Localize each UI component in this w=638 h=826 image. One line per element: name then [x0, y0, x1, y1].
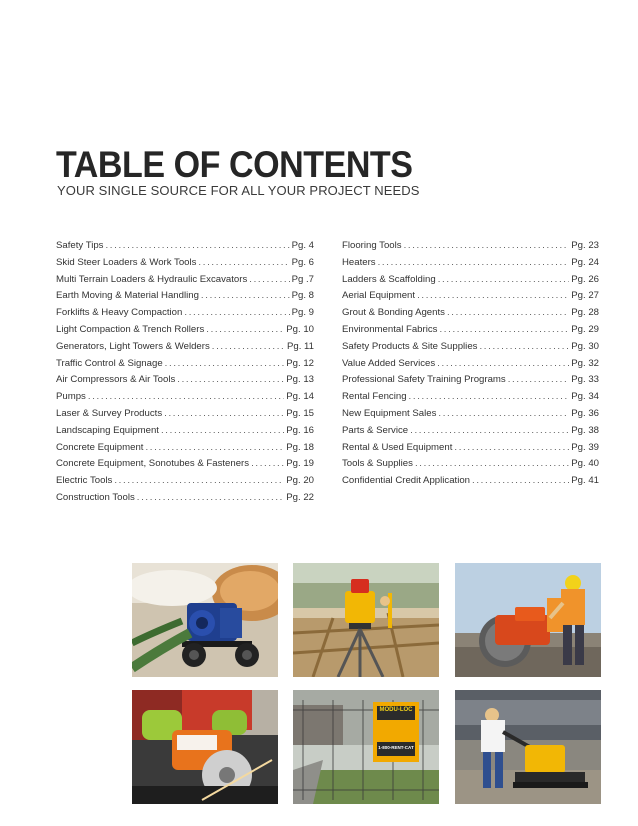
toc-entry-label: Safety Tips [56, 240, 104, 251]
toc-entry-page: Pg. 27 [571, 290, 599, 302]
toc-entry-label: Ladders & Scaffolding [342, 273, 436, 285]
toc-entry-page: Pg. 9 [291, 307, 314, 319]
toc-entry [342, 358, 599, 375]
toc-entry [56, 358, 314, 375]
page-title: TABLE OF CONTENTS [56, 144, 413, 185]
toc-column-right [342, 240, 599, 492]
toc-entry-label: Construction Tools [56, 491, 135, 503]
toc-entry-page: Pg. 18 [286, 441, 314, 453]
toc-leader-dots [472, 475, 569, 486]
toc-entry-page: Pg. 30 [571, 340, 599, 352]
toc-entry [342, 408, 599, 425]
toc-entry-page: Pg .7 [291, 273, 314, 285]
toc-entry [342, 475, 599, 492]
toc-entry [342, 425, 599, 442]
toc-entry [56, 425, 314, 442]
toc-leader-dots [417, 290, 569, 301]
photo-rental-fencing [293, 690, 439, 804]
toc-leader-dots [437, 358, 569, 369]
toc-leader-dots [161, 425, 284, 436]
photo-cut-off-saw [132, 690, 278, 804]
photo-concrete-saw [455, 563, 601, 677]
toc-entry-label: Parts & Service [342, 424, 409, 436]
toc-entry-page: Pg. 38 [571, 424, 599, 436]
toc-leader-dots [165, 358, 285, 369]
toc-entry-page: Pg. 36 [571, 407, 599, 419]
toc-leader-dots [410, 425, 569, 436]
toc-entry-label: Traffic Control & Signage [56, 357, 163, 369]
toc-entry-label: Landscaping Equipment [56, 424, 159, 436]
toc-entry [56, 257, 314, 274]
toc-leader-dots [251, 458, 284, 469]
toc-entry [342, 257, 599, 274]
toc-entry-page: Pg. 28 [571, 307, 599, 319]
toc-entry [342, 442, 599, 459]
toc-entry [56, 274, 314, 291]
toc-entry [56, 324, 314, 341]
toc-leader-dots [479, 341, 569, 352]
toc-entry-page: Pg. 20 [286, 475, 314, 487]
toc-leader-dots [206, 324, 284, 335]
page-subtitle: YOUR SINGLE SOURCE FOR ALL YOUR PROJECT NEEDS [57, 183, 420, 198]
toc-entry-label: Forklifts & Heavy Compaction [56, 307, 183, 319]
toc-entry-label: Aerial Equipment [342, 290, 416, 302]
toc-entry-page: Pg. 15 [286, 407, 314, 419]
toc-entry [342, 307, 599, 324]
toc-entry [56, 408, 314, 425]
toc-entry [342, 458, 599, 475]
toc-leader-dots [137, 492, 285, 503]
toc-entry-page: Pg. 33 [571, 374, 599, 386]
toc-leader-dots [249, 274, 289, 285]
toc-leader-dots [447, 307, 569, 318]
toc-entry-label: Rental Fencing [342, 391, 407, 403]
toc-entry-label: Value Added Services [342, 357, 436, 369]
toc-entry-page: Pg. 22 [286, 491, 314, 503]
toc-leader-dots [201, 290, 290, 301]
toc-leader-dots [88, 391, 284, 402]
toc-entry [56, 341, 314, 358]
toc-entry [342, 274, 599, 291]
toc-entry-label: Skid Steer Loaders & Work Tools [56, 256, 197, 268]
toc-leader-dots [114, 475, 284, 486]
toc-entry-page: Pg. 26 [571, 273, 599, 285]
toc-entry-label: Flooring Tools [342, 240, 402, 251]
fence-sign-phone: 1-800-RENT-CAT [378, 745, 414, 750]
toc-entry-page: Pg. 6 [291, 256, 314, 268]
toc-entry-page: Pg. 40 [571, 458, 599, 470]
toc-entry-label: Tools & Supplies [342, 458, 413, 470]
toc-entry-label: Heaters [342, 256, 376, 268]
toc-entry-label: Multi Terrain Loaders & Hydraulic Excavators [56, 273, 248, 285]
toc-entry [342, 240, 599, 257]
toc-entry-label: Environmental Fabrics [342, 323, 438, 335]
toc-entry-page: Pg. 24 [571, 256, 599, 268]
toc-leader-dots [145, 442, 284, 453]
photo-water-pump [132, 563, 278, 677]
toc-entry-label: Generators, Light Towers & Welders [56, 340, 210, 352]
toc-entry-page: Pg. 41 [571, 475, 599, 487]
toc-entry [56, 307, 314, 324]
toc-entry-label: Pumps [56, 391, 86, 403]
toc-entry-page: Pg. 13 [286, 374, 314, 386]
toc-entry-page: Pg. 34 [571, 391, 599, 403]
toc-leader-dots [212, 341, 285, 352]
toc-entry-page: Pg. 16 [286, 424, 314, 436]
toc-entry [56, 475, 314, 492]
toc-entry [342, 374, 599, 391]
toc-leader-dots [105, 240, 289, 251]
toc-leader-dots [177, 374, 284, 385]
toc-entry-page: Pg. 19 [286, 458, 314, 470]
fence-sign-brand: MODU-LOC [379, 707, 413, 713]
toc-entry-label: Grout & Bonding Agents [342, 307, 445, 319]
toc-entry-page: Pg. 39 [571, 441, 599, 453]
toc-entry-page: Pg. 10 [286, 323, 314, 335]
toc-entry [56, 391, 314, 408]
toc-leader-dots [415, 458, 569, 469]
toc-entry-label: Safety Products & Site Supplies [342, 340, 478, 352]
toc-leader-dots [439, 324, 569, 335]
toc-entry-label: Laser & Survey Products [56, 407, 163, 419]
toc-entry-label: Professional Safety Training Programs [342, 374, 506, 386]
photo-laser-level [293, 563, 439, 677]
toc-entry-label: Electric Tools [56, 475, 113, 487]
toc-leader-dots [378, 257, 570, 268]
toc-entry [56, 374, 314, 391]
toc-entry-page: Pg. 32 [571, 357, 599, 369]
toc-entry [342, 324, 599, 341]
toc-leader-dots [404, 240, 570, 251]
photo-plate-compactor [455, 690, 601, 804]
toc-column-left [56, 240, 314, 509]
toc-entry [56, 290, 314, 307]
toc-entry [342, 341, 599, 358]
toc-entry-page: Pg. 11 [286, 340, 314, 352]
toc-entry-label: Rental & Used Equipment [342, 441, 453, 453]
toc-entry [342, 290, 599, 307]
toc-entry [56, 458, 314, 475]
toc-entry-label: Air Compressors & Air Tools [56, 374, 176, 386]
toc-leader-dots [454, 442, 569, 453]
toc-entry-label: New Equipment Sales [342, 407, 437, 419]
toc-leader-dots [508, 374, 570, 385]
toc-entry-label: Confidential Credit Application [342, 475, 470, 487]
toc-entry [56, 240, 314, 257]
toc-entry [56, 442, 314, 459]
toc-leader-dots [198, 257, 289, 268]
toc-entry [342, 391, 599, 408]
toc-entry-label: Earth Moving & Material Handling [56, 290, 199, 302]
toc-entry-page: Pg. 4 [291, 240, 314, 251]
toc-entry-page: Pg. 14 [286, 391, 314, 403]
toc-leader-dots [438, 408, 569, 419]
toc-entry-page: Pg. 29 [571, 323, 599, 335]
toc-entry-page: Pg. 23 [571, 240, 599, 251]
toc-entry-page: Pg. 12 [286, 357, 314, 369]
toc-entry [56, 492, 314, 509]
toc-entry-label: Concrete Equipment, Sonotubes & Fasteners [56, 458, 250, 470]
toc-leader-dots [409, 391, 570, 402]
toc-entry-label: Light Compaction & Trench Rollers [56, 323, 205, 335]
toc-entry-page: Pg. 8 [291, 290, 314, 302]
toc-entry-label: Concrete Equipment [56, 441, 144, 453]
toc-leader-dots [184, 307, 289, 318]
toc-leader-dots [438, 274, 570, 285]
toc-leader-dots [164, 408, 284, 419]
